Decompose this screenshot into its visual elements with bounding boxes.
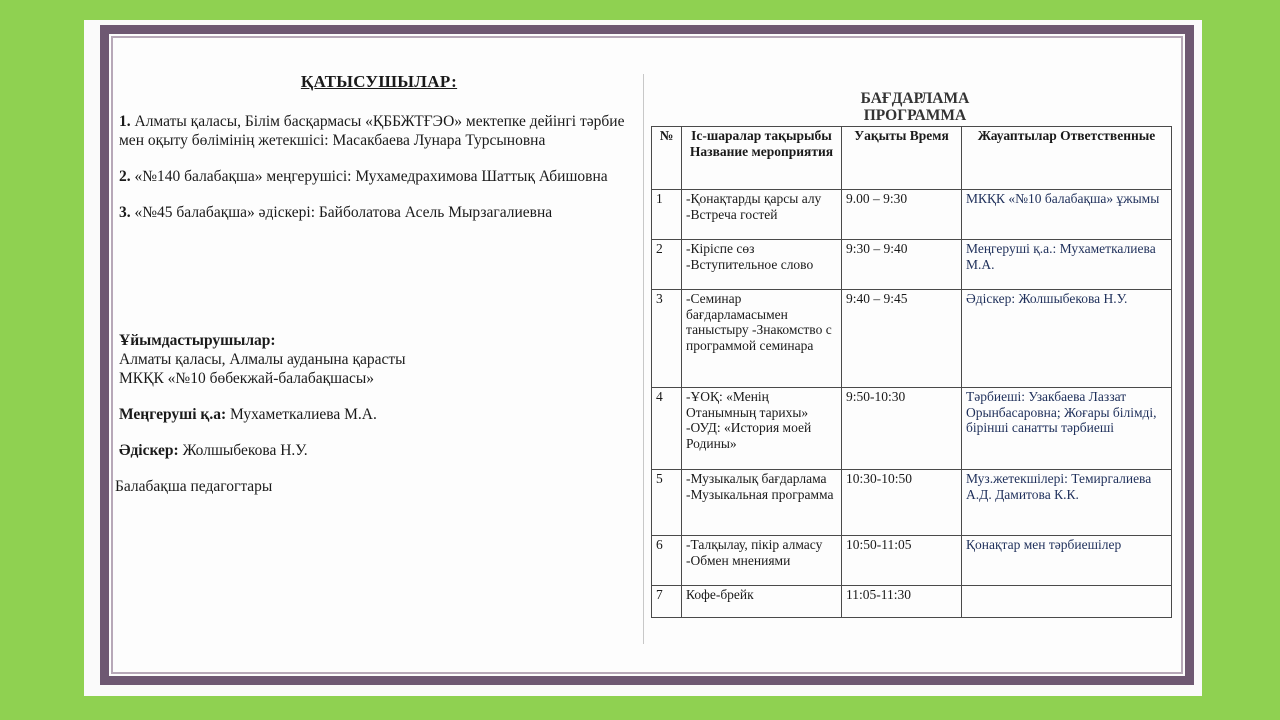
table-row: 5 -Музыкалық бағдарлама -Музыкальная программа 10:30-10:50 Муз.жетекшілері: Темиргалиева А.Д. Дамитова К.К. <box>652 470 1172 536</box>
method-line: Әдіскер: Жолшыбекова Н.У. <box>119 442 308 459</box>
organizers-line: Алматы қаласы, Алмалы ауданына қарасты <box>119 351 406 368</box>
header-num: № <box>652 127 682 190</box>
program-panel <box>651 90 1179 650</box>
organizers-heading: Ұйымдастырушылар: <box>119 332 276 349</box>
program-title: БАҒДАРЛАМА ПРОГРАММА <box>860 90 970 124</box>
teachers-line: Балабақша педагогтары <box>115 478 273 495</box>
table-header-row <box>652 127 1172 190</box>
organizers-block <box>115 331 639 496</box>
header-time: Уақыты Время <box>842 127 962 190</box>
table-row: 3 -Семинар бағдарламасымен таныстыру -Знакомство с программой семинара 9:40 – 9:45 Әдіскер: Жолшыбекова Н.У. <box>652 290 1172 388</box>
organizers-line: МКҚК «№10 бөбекжай-балабақшасы» <box>119 370 375 387</box>
program-table <box>651 126 1172 618</box>
table-row: 1 -Қонақтарды қарсы алу -Встреча гостей 9.00 – 9:30 МКҚК «№10 балабақша» ұжымы <box>652 190 1172 240</box>
participant-item: 1. Алматы қаласы, Білім басқармасы «ҚББЖТҒЭО» мектепке дейінгі тәрбие мен оқыту бөлімінің жетекшісі: Масакбаева Лунара Турсыновна <box>119 113 625 149</box>
header-resp: Жауаптылар Ответственные <box>962 127 1172 190</box>
participants-panel <box>115 72 639 672</box>
table-row: 2 -Кіріспе сөз -Вступительное слово 9:30 – 9:40 Меңгеруші қ.а.: Мухаметкалиева М.А. <box>652 240 1172 290</box>
participant-item: 3. «№45 балабақша» әдіскері: Байболатова Асель Мырзагалиевна <box>119 204 553 221</box>
header-topic: Іс-шаралар тақырыбы Название мероприятия <box>682 127 842 190</box>
participants-heading: ҚАТЫСУШЫЛАР: <box>300 72 458 91</box>
table-row: 6 -Талқылау, пікір алмасу -Обмен мнениями 10:50-11:05 Қонақтар мен тәрбиешілер <box>652 536 1172 586</box>
table-row: 7 Кофе-брейк 11:05-11:30 <box>652 586 1172 618</box>
table-row: 4 -ҰОҚ: «Менің Отанымның тарихы» -ОУД: «История моей Родины» 9:50-10:30 Тәрбиеші: Узакбаева Лаззат Орынбасаровна; Жоғары білімді, бірінші санатты тәрбиеші <box>652 388 1172 470</box>
participant-item: 2. «№140 балабақша» меңгерушісі: Мухамедрахимова Шаттық Абишовна <box>119 168 608 185</box>
fold-line <box>643 74 644 644</box>
head-line: Меңгеруші қ.а: Мухаметкалиева М.А. <box>119 406 377 423</box>
brochure-frame <box>100 25 1194 685</box>
